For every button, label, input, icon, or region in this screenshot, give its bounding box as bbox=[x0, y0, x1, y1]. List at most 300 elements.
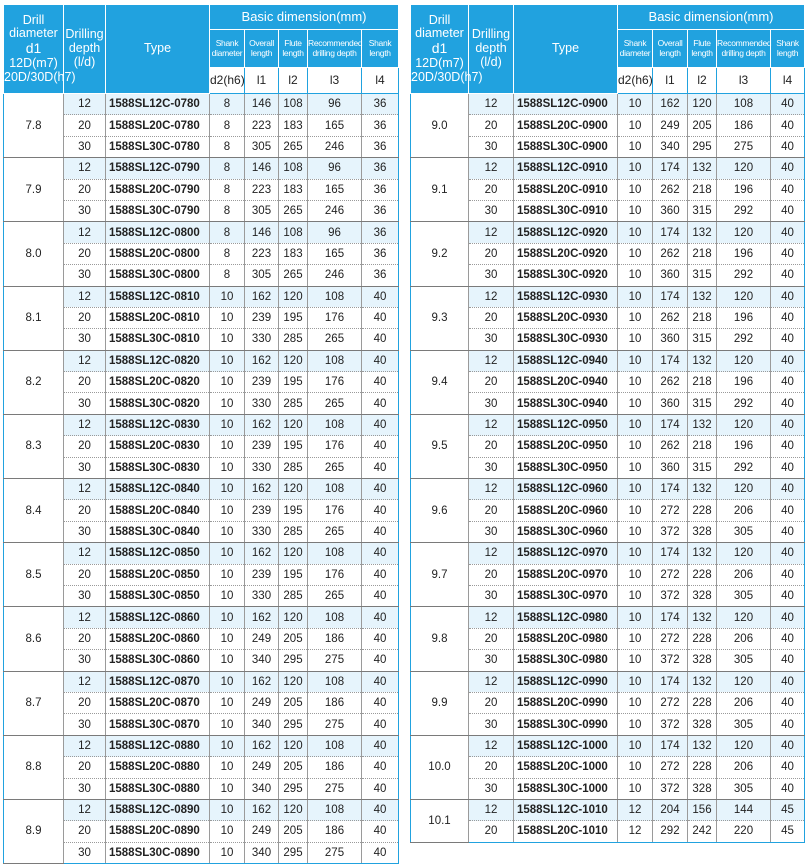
l3-cell: 275 bbox=[308, 650, 362, 671]
depth-cell: 20 bbox=[64, 372, 106, 393]
type-cell: 1588SL12C-0990 bbox=[514, 671, 618, 692]
d2-cell: 8 bbox=[210, 179, 245, 200]
depth-cell: 20 bbox=[64, 757, 106, 778]
depth-cell: 12 bbox=[469, 799, 514, 820]
l2-cell: 295 bbox=[279, 650, 308, 671]
l2-cell: 132 bbox=[688, 158, 717, 179]
l4-cell: 40 bbox=[771, 350, 805, 371]
l2-cell: 195 bbox=[279, 307, 308, 328]
header-symbol-l1: l1 bbox=[653, 68, 688, 94]
drill-diameter-cell: 8.0 bbox=[4, 222, 64, 286]
l4-cell: 40 bbox=[771, 286, 805, 307]
l4-cell: 40 bbox=[771, 393, 805, 414]
l4-cell: 40 bbox=[362, 329, 399, 350]
l2-cell: 295 bbox=[279, 842, 308, 863]
type-cell: 1588SL20C-0810 bbox=[106, 307, 210, 328]
l4-cell: 36 bbox=[362, 158, 399, 179]
l4-cell: 40 bbox=[362, 714, 399, 735]
l3-cell: 292 bbox=[717, 265, 771, 286]
l1-cell: 262 bbox=[653, 179, 688, 200]
d2-cell: 10 bbox=[210, 543, 245, 564]
type-cell: 1588SL12C-0980 bbox=[514, 607, 618, 628]
l3-cell: 186 bbox=[717, 115, 771, 136]
l3-cell: 305 bbox=[717, 650, 771, 671]
l2-cell: 295 bbox=[688, 136, 717, 157]
l3-cell: 206 bbox=[717, 757, 771, 778]
l4-cell: 40 bbox=[362, 842, 399, 863]
l1-cell: 249 bbox=[245, 628, 279, 649]
l1-cell: 340 bbox=[245, 650, 279, 671]
l1-cell: 330 bbox=[245, 393, 279, 414]
type-cell: 1588SL30C-0950 bbox=[514, 457, 618, 478]
l2-cell: 108 bbox=[279, 222, 308, 243]
depth-cell: 30 bbox=[469, 329, 514, 350]
l1-cell: 174 bbox=[653, 543, 688, 564]
l2-cell: 228 bbox=[688, 692, 717, 713]
l3-cell: 120 bbox=[717, 543, 771, 564]
l3-cell: 186 bbox=[308, 692, 362, 713]
l2-cell: 120 bbox=[279, 414, 308, 435]
type-cell: 1588SL12C-0800 bbox=[106, 222, 210, 243]
depth-cell: 12 bbox=[469, 735, 514, 756]
d2-cell: 10 bbox=[210, 628, 245, 649]
d2-cell: 10 bbox=[210, 414, 245, 435]
depth-cell: 30 bbox=[64, 842, 106, 863]
l1-cell: 239 bbox=[245, 372, 279, 393]
l3-cell: 108 bbox=[308, 799, 362, 820]
l1-cell: 340 bbox=[245, 778, 279, 799]
drill-diameter-cell: 7.8 bbox=[4, 94, 64, 158]
l4-cell: 40 bbox=[771, 479, 805, 500]
depth-cell: 30 bbox=[469, 200, 514, 221]
l2-cell: 218 bbox=[688, 372, 717, 393]
d2-cell: 10 bbox=[210, 350, 245, 371]
table-row bbox=[4, 521, 399, 542]
drill-diameter-cell: 8.9 bbox=[4, 799, 64, 863]
depth-cell: 30 bbox=[469, 714, 514, 735]
l1-cell: 272 bbox=[653, 564, 688, 585]
l2-cell: 156 bbox=[688, 799, 717, 820]
table-row bbox=[411, 564, 805, 585]
table-row bbox=[411, 607, 805, 628]
l4-cell: 40 bbox=[771, 735, 805, 756]
depth-cell: 30 bbox=[64, 585, 106, 606]
depth-cell: 20 bbox=[469, 692, 514, 713]
depth-cell: 30 bbox=[469, 393, 514, 414]
l1-cell: 272 bbox=[653, 500, 688, 521]
d2-cell: 8 bbox=[210, 222, 245, 243]
l4-cell: 40 bbox=[362, 757, 399, 778]
l4-cell: 36 bbox=[362, 243, 399, 264]
drill-diameter-cell: 9.2 bbox=[411, 222, 469, 286]
table-row bbox=[4, 158, 399, 179]
depth-cell: 30 bbox=[64, 329, 106, 350]
l2-cell: 228 bbox=[688, 628, 717, 649]
l2-cell: 195 bbox=[279, 500, 308, 521]
l3-cell: 96 bbox=[308, 158, 362, 179]
l4-cell: 40 bbox=[362, 692, 399, 713]
l2-cell: 183 bbox=[279, 115, 308, 136]
table-row bbox=[411, 286, 805, 307]
table-row bbox=[411, 799, 805, 820]
drill-diameter-cell: 8.6 bbox=[4, 607, 64, 671]
l3-cell: 275 bbox=[308, 714, 362, 735]
type-cell: 1588SL12C-0810 bbox=[106, 286, 210, 307]
l4-cell: 40 bbox=[362, 393, 399, 414]
depth-cell: 30 bbox=[469, 136, 514, 157]
type-cell: 1588SL20C-0990 bbox=[514, 692, 618, 713]
depth-cell: 30 bbox=[469, 650, 514, 671]
l1-cell: 174 bbox=[653, 607, 688, 628]
drill-diameter-cell: 9.3 bbox=[411, 286, 469, 350]
drill-diameter-cell: 8.1 bbox=[4, 286, 64, 350]
l3-cell: 206 bbox=[717, 628, 771, 649]
l1-cell: 239 bbox=[245, 436, 279, 457]
table-row bbox=[411, 115, 805, 136]
l1-cell: 330 bbox=[245, 585, 279, 606]
table-row bbox=[411, 671, 805, 692]
l3-cell: 186 bbox=[308, 757, 362, 778]
header-basic-dimension: Basic dimension(mm) bbox=[618, 5, 805, 30]
type-cell: 1588SL30C-0970 bbox=[514, 585, 618, 606]
l2-cell: 285 bbox=[279, 457, 308, 478]
d2-cell: 10 bbox=[210, 735, 245, 756]
l4-cell: 40 bbox=[771, 671, 805, 692]
l2-cell: 328 bbox=[688, 585, 717, 606]
l2-cell: 120 bbox=[279, 543, 308, 564]
type-cell: 1588SL20C-0900 bbox=[514, 115, 618, 136]
drill-diameter-cell: 9.0 bbox=[411, 94, 469, 158]
l4-cell: 40 bbox=[771, 521, 805, 542]
table-row bbox=[4, 372, 399, 393]
depth-cell: 20 bbox=[469, 757, 514, 778]
depth-cell: 20 bbox=[469, 436, 514, 457]
l4-cell: 40 bbox=[771, 650, 805, 671]
d2-cell: 10 bbox=[618, 115, 653, 136]
depth-cell: 20 bbox=[64, 436, 106, 457]
l4-cell: 40 bbox=[771, 179, 805, 200]
type-cell: 1588SL30C-0880 bbox=[106, 778, 210, 799]
l4-cell: 40 bbox=[771, 115, 805, 136]
d2-cell: 10 bbox=[618, 136, 653, 157]
depth-cell: 20 bbox=[64, 500, 106, 521]
table-row bbox=[411, 821, 805, 842]
table-row bbox=[4, 692, 399, 713]
depth-cell: 20 bbox=[469, 564, 514, 585]
l1-cell: 174 bbox=[653, 286, 688, 307]
type-cell: 1588SL30C-0980 bbox=[514, 650, 618, 671]
l3-cell: 108 bbox=[717, 94, 771, 115]
l3-cell: 120 bbox=[717, 158, 771, 179]
type-cell: 1588SL20C-0870 bbox=[106, 692, 210, 713]
l1-cell: 204 bbox=[653, 799, 688, 820]
depth-cell: 30 bbox=[469, 457, 514, 478]
l2-cell: 285 bbox=[279, 521, 308, 542]
depth-cell: 12 bbox=[64, 158, 106, 179]
table-row bbox=[4, 735, 399, 756]
depth-cell: 20 bbox=[64, 179, 106, 200]
d2-cell: 10 bbox=[210, 521, 245, 542]
table-row bbox=[411, 179, 805, 200]
l3-cell: 196 bbox=[717, 243, 771, 264]
table-body-right bbox=[411, 94, 805, 843]
l4-cell: 45 bbox=[771, 799, 805, 820]
l4-cell: 40 bbox=[771, 222, 805, 243]
table-row bbox=[411, 479, 805, 500]
l3-cell: 265 bbox=[308, 521, 362, 542]
l2-cell: 328 bbox=[688, 521, 717, 542]
l3-cell: 176 bbox=[308, 307, 362, 328]
depth-cell: 12 bbox=[64, 414, 106, 435]
l3-cell: 305 bbox=[717, 778, 771, 799]
d2-cell: 10 bbox=[618, 628, 653, 649]
l1-cell: 272 bbox=[653, 692, 688, 713]
table-row bbox=[4, 500, 399, 521]
l2-cell: 195 bbox=[279, 436, 308, 457]
l4-cell: 40 bbox=[362, 735, 399, 756]
l1-cell: 162 bbox=[245, 414, 279, 435]
depth-cell: 12 bbox=[469, 350, 514, 371]
type-cell: 1588SL20C-0950 bbox=[514, 436, 618, 457]
l1-cell: 360 bbox=[653, 200, 688, 221]
l3-cell: 246 bbox=[308, 200, 362, 221]
l4-cell: 40 bbox=[362, 778, 399, 799]
type-cell: 1588SL12C-0910 bbox=[514, 158, 618, 179]
header-symbol-l3: l3 bbox=[717, 68, 771, 94]
table-row bbox=[411, 714, 805, 735]
table-row bbox=[4, 179, 399, 200]
table-row bbox=[411, 628, 805, 649]
l2-cell: 285 bbox=[279, 393, 308, 414]
type-cell: 1588SL30C-0840 bbox=[106, 521, 210, 542]
header-drilling-depth: Drilling depth (l/d) bbox=[469, 5, 514, 94]
depth-cell: 12 bbox=[469, 607, 514, 628]
l3-cell: 108 bbox=[308, 414, 362, 435]
l4-cell: 40 bbox=[771, 136, 805, 157]
l2-cell: 295 bbox=[279, 714, 308, 735]
depth-cell: 30 bbox=[64, 778, 106, 799]
l1-cell: 262 bbox=[653, 307, 688, 328]
table-row bbox=[411, 329, 805, 350]
l4-cell: 36 bbox=[362, 265, 399, 286]
depth-cell: 30 bbox=[64, 714, 106, 735]
d2-cell: 10 bbox=[618, 393, 653, 414]
l2-cell: 132 bbox=[688, 479, 717, 500]
l3-cell: 165 bbox=[308, 243, 362, 264]
l3-cell: 292 bbox=[717, 393, 771, 414]
d2-cell: 10 bbox=[618, 350, 653, 371]
depth-cell: 12 bbox=[469, 671, 514, 692]
l4-cell: 40 bbox=[771, 543, 805, 564]
depth-cell: 30 bbox=[64, 200, 106, 221]
dimension-table-left bbox=[3, 4, 399, 864]
l1-cell: 162 bbox=[245, 607, 279, 628]
depth-cell: 30 bbox=[469, 265, 514, 286]
table-row bbox=[411, 585, 805, 606]
l3-cell: 120 bbox=[717, 671, 771, 692]
d2-cell: 10 bbox=[618, 286, 653, 307]
drill-diameter-cell: 9.6 bbox=[411, 479, 469, 543]
type-cell: 1588SL30C-0800 bbox=[106, 265, 210, 286]
header-drill-diameter: Drill diameter d1 12D(m7) 20D/30D(h7) bbox=[4, 5, 64, 94]
d2-cell: 10 bbox=[618, 179, 653, 200]
type-cell: 1588SL20C-0780 bbox=[106, 115, 210, 136]
l1-cell: 305 bbox=[245, 136, 279, 157]
drill-diameter-cell: 9.7 bbox=[411, 543, 469, 607]
d2-cell: 10 bbox=[618, 564, 653, 585]
header-recommended-depth: Recommended drilling depth bbox=[308, 30, 362, 68]
type-cell: 1588SL30C-0990 bbox=[514, 714, 618, 735]
l3-cell: 206 bbox=[717, 500, 771, 521]
table-row bbox=[4, 757, 399, 778]
d2-cell: 12 bbox=[618, 821, 653, 842]
d2-cell: 10 bbox=[618, 714, 653, 735]
l4-cell: 40 bbox=[771, 757, 805, 778]
d2-cell: 10 bbox=[210, 650, 245, 671]
table-row bbox=[4, 821, 399, 842]
l3-cell: 206 bbox=[717, 564, 771, 585]
type-cell: 1588SL30C-0890 bbox=[106, 842, 210, 863]
d2-cell: 10 bbox=[210, 692, 245, 713]
d2-cell: 10 bbox=[210, 671, 245, 692]
depth-cell: 30 bbox=[64, 136, 106, 157]
header-drill-diameter: Drill diameter d1 12D(m7) 20D/30D(h7) bbox=[411, 5, 469, 94]
l4-cell: 40 bbox=[362, 564, 399, 585]
l3-cell: 265 bbox=[308, 393, 362, 414]
type-cell: 1588SL20C-0860 bbox=[106, 628, 210, 649]
l4-cell: 36 bbox=[362, 136, 399, 157]
l4-cell: 40 bbox=[362, 585, 399, 606]
l1-cell: 305 bbox=[245, 265, 279, 286]
table-row bbox=[411, 457, 805, 478]
l2-cell: 132 bbox=[688, 350, 717, 371]
table-row bbox=[4, 115, 399, 136]
type-cell: 1588SL30C-0820 bbox=[106, 393, 210, 414]
l1-cell: 174 bbox=[653, 735, 688, 756]
type-cell: 1588SL30C-0900 bbox=[514, 136, 618, 157]
type-cell: 1588SL30C-0920 bbox=[514, 265, 618, 286]
l1-cell: 174 bbox=[653, 222, 688, 243]
header-type: Type bbox=[514, 5, 618, 94]
l2-cell: 265 bbox=[279, 200, 308, 221]
depth-cell: 20 bbox=[64, 628, 106, 649]
d2-cell: 10 bbox=[210, 842, 245, 863]
l4-cell: 40 bbox=[771, 457, 805, 478]
type-cell: 1588SL30C-0870 bbox=[106, 714, 210, 735]
l3-cell: 176 bbox=[308, 564, 362, 585]
l4-cell: 40 bbox=[771, 628, 805, 649]
d2-cell: 10 bbox=[210, 500, 245, 521]
type-cell: 1588SL12C-1000 bbox=[514, 735, 618, 756]
l2-cell: 218 bbox=[688, 179, 717, 200]
l1-cell: 272 bbox=[653, 628, 688, 649]
table-row bbox=[4, 799, 399, 820]
l3-cell: 246 bbox=[308, 136, 362, 157]
type-cell: 1588SL12C-0970 bbox=[514, 543, 618, 564]
d2-cell: 10 bbox=[618, 329, 653, 350]
l1-cell: 239 bbox=[245, 307, 279, 328]
l1-cell: 249 bbox=[653, 115, 688, 136]
l4-cell: 40 bbox=[771, 329, 805, 350]
drill-diameter-cell: 8.3 bbox=[4, 414, 64, 478]
d2-cell: 10 bbox=[618, 692, 653, 713]
table-row bbox=[4, 243, 399, 264]
l4-cell: 40 bbox=[362, 628, 399, 649]
header-basic-dimension: Basic dimension(mm) bbox=[210, 5, 399, 30]
table-row bbox=[4, 671, 399, 692]
drill-diameter-cell: 7.9 bbox=[4, 158, 64, 222]
type-cell: 1588SL20C-0790 bbox=[106, 179, 210, 200]
l3-cell: 196 bbox=[717, 307, 771, 328]
l3-cell: 176 bbox=[308, 436, 362, 457]
l4-cell: 36 bbox=[362, 200, 399, 221]
type-cell: 1588SL30C-0790 bbox=[106, 200, 210, 221]
table-row bbox=[411, 393, 805, 414]
l3-cell: 275 bbox=[308, 842, 362, 863]
table-row bbox=[4, 350, 399, 371]
l3-cell: 108 bbox=[308, 735, 362, 756]
l3-cell: 305 bbox=[717, 521, 771, 542]
d2-cell: 10 bbox=[210, 307, 245, 328]
l2-cell: 132 bbox=[688, 543, 717, 564]
table-row bbox=[4, 564, 399, 585]
depth-cell: 20 bbox=[469, 243, 514, 264]
l4-cell: 40 bbox=[771, 414, 805, 435]
l3-cell: 292 bbox=[717, 329, 771, 350]
d2-cell: 10 bbox=[618, 671, 653, 692]
d2-cell: 10 bbox=[618, 650, 653, 671]
l3-cell: 120 bbox=[717, 479, 771, 500]
l2-cell: 132 bbox=[688, 286, 717, 307]
l1-cell: 174 bbox=[653, 350, 688, 371]
l2-cell: 195 bbox=[279, 564, 308, 585]
l4-cell: 40 bbox=[362, 457, 399, 478]
table-row bbox=[4, 479, 399, 500]
l1-cell: 146 bbox=[245, 94, 279, 115]
depth-cell: 20 bbox=[469, 821, 514, 842]
table-row bbox=[4, 543, 399, 564]
l2-cell: 228 bbox=[688, 757, 717, 778]
l1-cell: 174 bbox=[653, 158, 688, 179]
type-cell: 1588SL12C-0920 bbox=[514, 222, 618, 243]
l2-cell: 218 bbox=[688, 243, 717, 264]
table-row bbox=[411, 350, 805, 371]
l1-cell: 239 bbox=[245, 500, 279, 521]
drill-diameter-cell: 9.5 bbox=[411, 414, 469, 478]
d2-cell: 12 bbox=[618, 799, 653, 820]
l1-cell: 223 bbox=[245, 115, 279, 136]
table-row bbox=[4, 136, 399, 157]
type-cell: 1588SL12C-1010 bbox=[514, 799, 618, 820]
d2-cell: 10 bbox=[210, 457, 245, 478]
l2-cell: 120 bbox=[279, 286, 308, 307]
type-cell: 1588SL20C-1010 bbox=[514, 821, 618, 842]
l1-cell: 372 bbox=[653, 585, 688, 606]
type-cell: 1588SL30C-0850 bbox=[106, 585, 210, 606]
type-cell: 1588SL30C-0910 bbox=[514, 200, 618, 221]
type-cell: 1588SL12C-0890 bbox=[106, 799, 210, 820]
l2-cell: 108 bbox=[279, 94, 308, 115]
d2-cell: 10 bbox=[210, 564, 245, 585]
l1-cell: 223 bbox=[245, 243, 279, 264]
header-symbol-d2: d2(h6) bbox=[210, 68, 245, 94]
header-flute-length: Flute length bbox=[279, 30, 308, 68]
d2-cell: 10 bbox=[618, 265, 653, 286]
l3-cell: 120 bbox=[717, 286, 771, 307]
l2-cell: 120 bbox=[279, 479, 308, 500]
header-shank-diameter: Shank diameter bbox=[210, 30, 245, 68]
header-shank-diameter: Shank diameter bbox=[618, 30, 653, 68]
